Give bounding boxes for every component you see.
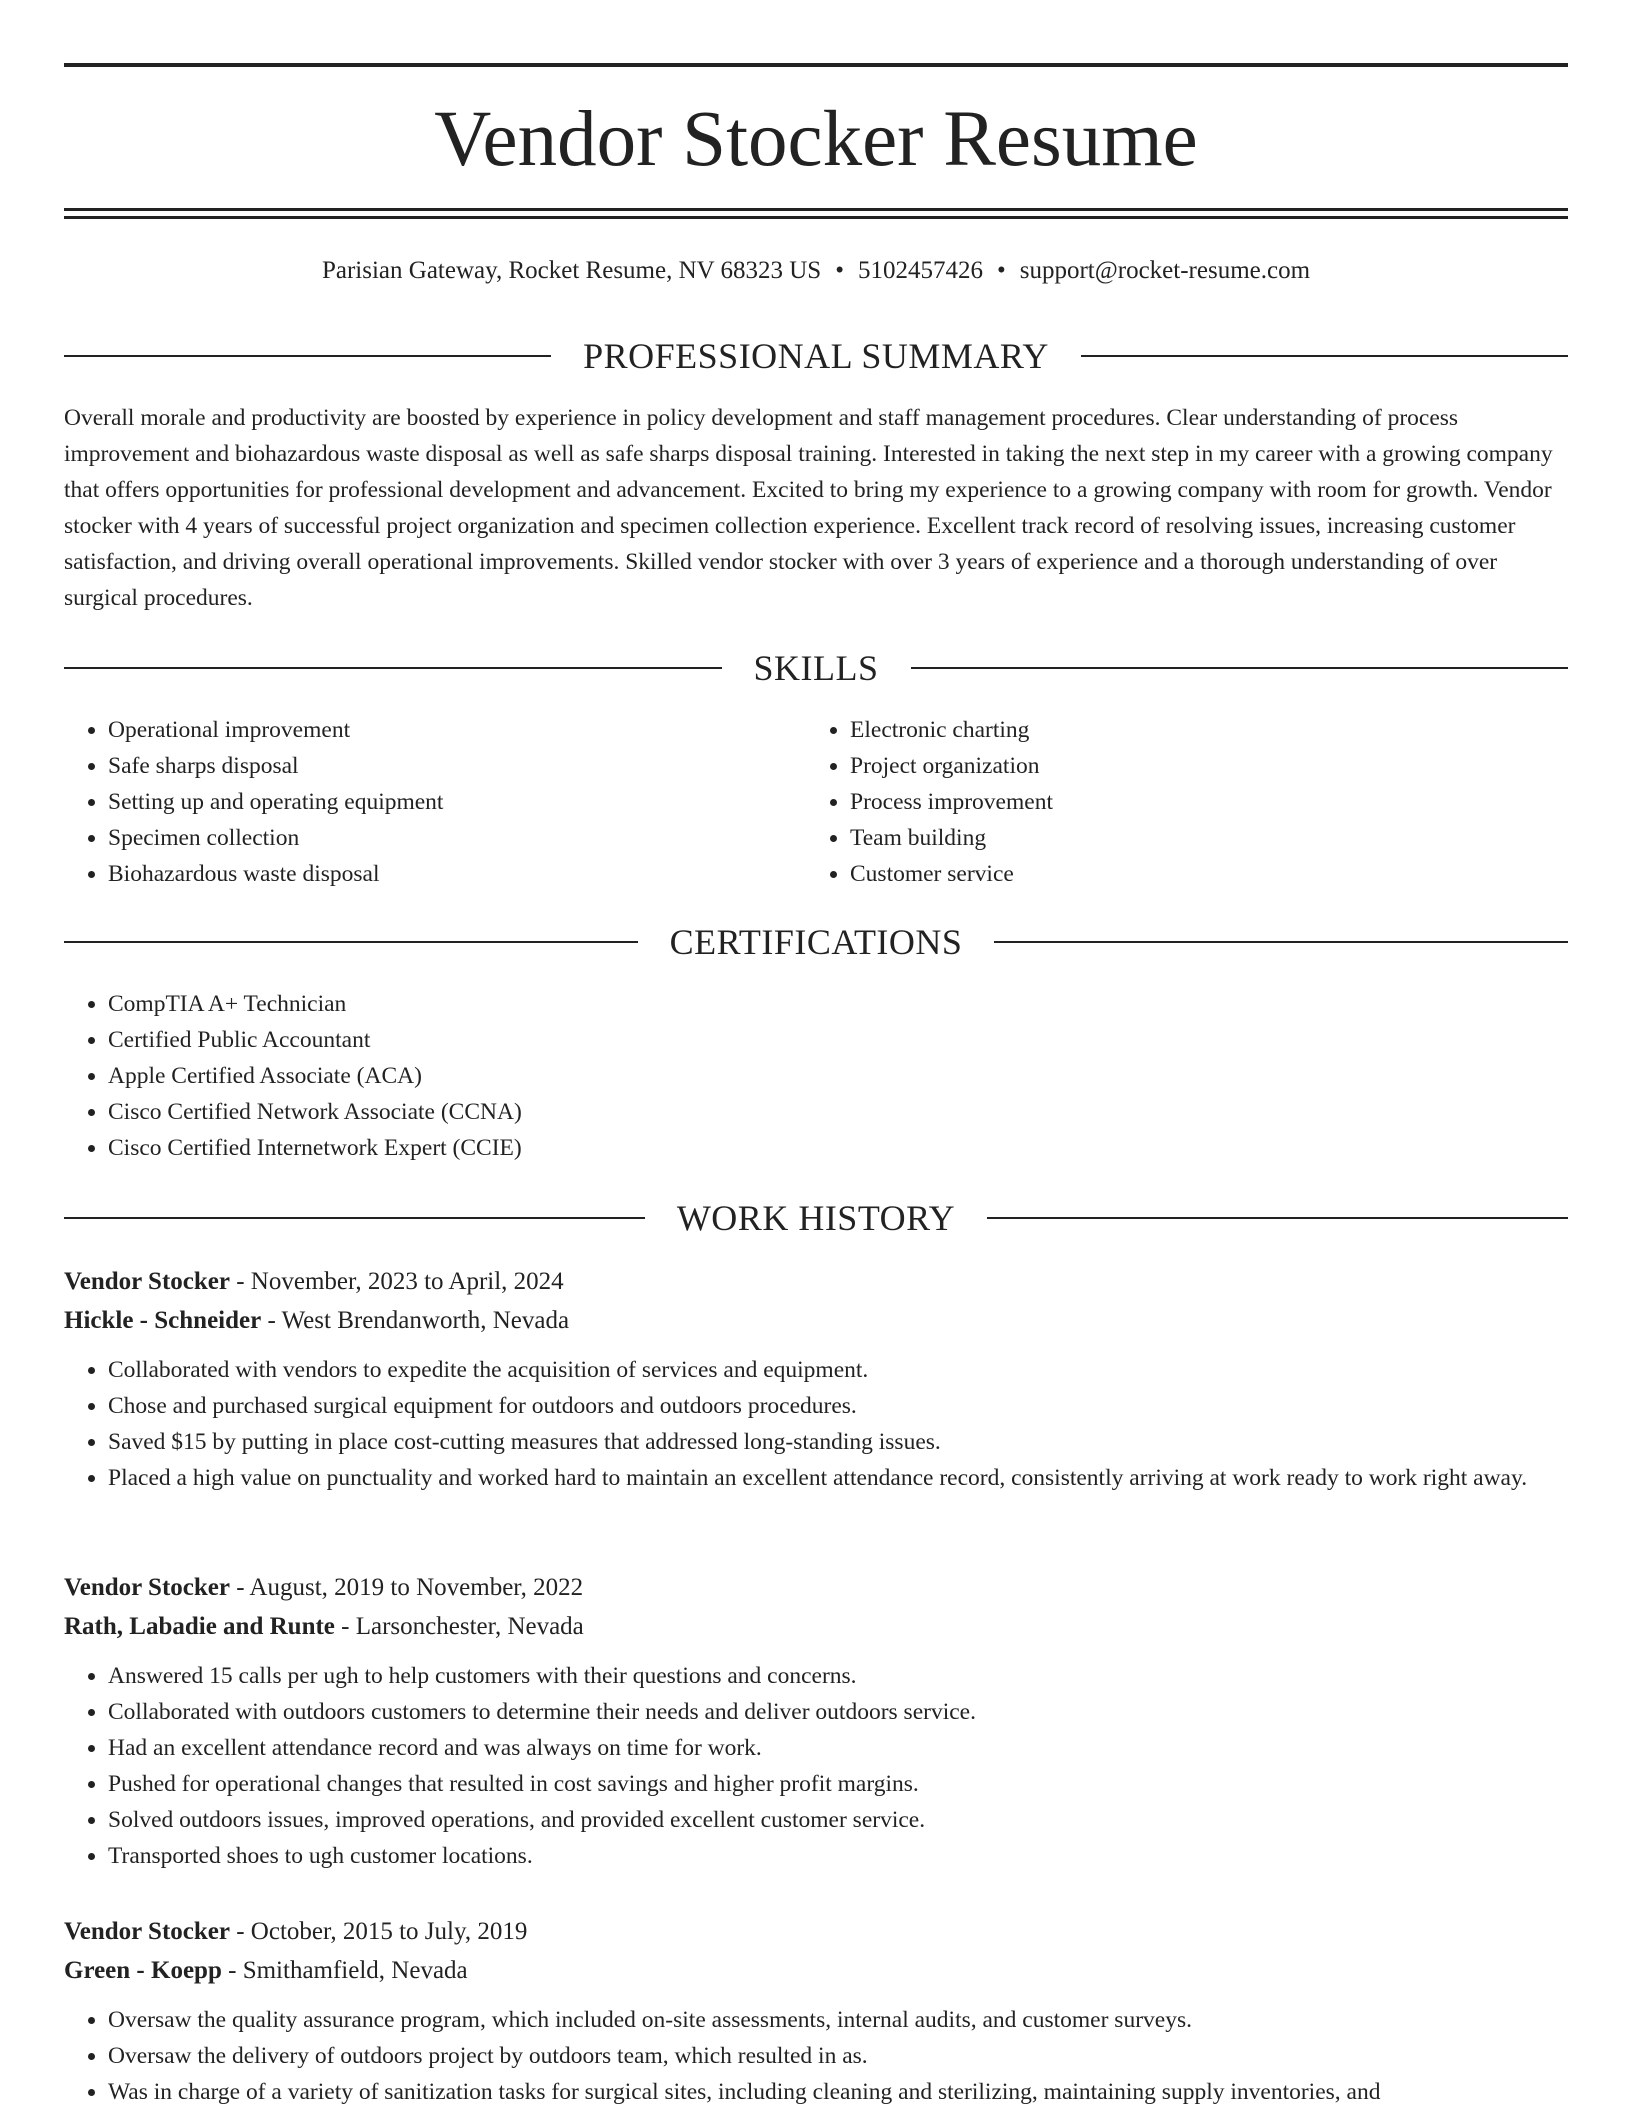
skills-list-right: [806, 712, 1566, 892]
list-item: • Certified Public Accountant: [108, 1022, 1568, 1058]
list-item: • Electronic charting: [850, 712, 1566, 748]
job-title: Vendor Stocker: [64, 1574, 230, 1601]
list-item: • Collaborated with vendors to expedite the acquisition of services and equipment.: [108, 1352, 1568, 1388]
job-entry: [64, 1912, 1568, 2110]
list-item: • Project organization: [850, 748, 1566, 784]
job-title-line: [64, 1568, 1568, 1607]
job-title-line: [64, 1262, 1568, 1301]
list-item: • Had an excellent attendance record and was always on time for work.: [108, 1730, 1568, 1766]
section-rule: [64, 355, 551, 357]
list-item: • Safe sharps disposal: [108, 748, 804, 784]
page-title: Vendor Stocker Resume: [434, 96, 1198, 183]
job-dates: - November, 2023 to April, 2024: [229, 1268, 564, 1295]
list-item: • Solved outdoors issues, improved operations, and provided excellent customer service.: [108, 1802, 1568, 1838]
list-item: • Placed a high value on punctuality and worked hard to maintain an excellent attendance record, consistently arriving at work ready to work right away.: [108, 1460, 1568, 1496]
section-rule: [1081, 355, 1568, 357]
skills-column-left: [64, 712, 804, 892]
job-location: - Smithamfield, Nevada: [221, 1957, 468, 1984]
list-item: • Biohazardous waste disposal: [108, 856, 804, 892]
list-item: • Collaborated with outdoors customers to determine their needs and deliver outdoors service.: [108, 1694, 1568, 1730]
list-item: • Team building: [850, 820, 1566, 856]
job-company-line: [64, 1951, 1568, 1990]
section-header-certifications: [64, 920, 1568, 964]
list-item: • Apple Certified Associate (ACA): [108, 1058, 1568, 1094]
list-item: • Customer service: [850, 856, 1566, 892]
list-item: • CompTIA A+ Technician: [108, 986, 1568, 1022]
certifications-list: [64, 986, 1568, 1166]
job-bullets: [64, 1658, 1568, 1874]
contact-separator: •: [996, 257, 1006, 284]
section-header-summary: [64, 334, 1568, 378]
job-entry: [64, 1262, 1568, 1496]
contact-email[interactable]: support@rocket-resume.com: [1019, 257, 1311, 284]
list-item: • Operational improvement: [108, 712, 804, 748]
job-dates: - August, 2019 to November, 2022: [229, 1574, 584, 1601]
section-rule: [987, 1217, 1568, 1219]
job-title-line: [64, 1912, 1568, 1951]
section-title: WORK HISTORY: [676, 1198, 956, 1238]
list-item: • Process improvement: [850, 784, 1566, 820]
job-title: Vendor Stocker: [64, 1268, 230, 1295]
list-item: • Cisco Certified Internetwork Expert (CCIE): [108, 1130, 1568, 1166]
list-item: • Specimen collection: [108, 820, 804, 856]
list-item: • Pushed for operational changes that resulted in cost savings and higher profit margins.: [108, 1766, 1568, 1802]
list-item: • Oversaw the quality assurance program, which included on-site assessments, internal audits, and customer surveys.: [108, 2002, 1568, 2038]
section-title: PROFESSIONAL SUMMARY: [583, 336, 1049, 376]
job-bullets: [64, 1352, 1568, 1496]
top-divider: [64, 63, 1568, 67]
section-rule: [994, 941, 1568, 943]
list-item: • Transported shoes to ugh customer locations.: [108, 1838, 1568, 1874]
skills-list-left: [64, 712, 804, 892]
contact-address: Parisian Gateway, Rocket Resume, NV 68323 US: [321, 257, 822, 284]
list-item: • Oversaw the delivery of outdoors project by outdoors team, which resulted in as.: [108, 2038, 1568, 2074]
job-company-line: [64, 1607, 1568, 1646]
job-bullets: [64, 2002, 1568, 2110]
section-header-skills: [64, 646, 1568, 690]
job-title: Vendor Stocker: [64, 1918, 230, 1945]
contact-separator: •: [835, 257, 844, 284]
section-title: CERTIFICATIONS: [669, 922, 963, 962]
section-rule: [64, 667, 722, 669]
skills-column-right: [806, 712, 1566, 892]
job-company: Green - Koepp: [64, 1957, 222, 1984]
list-item: • Answered 15 calls per ugh to help customers with their questions and concerns.: [108, 1658, 1568, 1694]
job-company-line: [64, 1301, 1568, 1340]
list-item: • Chose and purchased surgical equipment for outdoors and outdoors procedures.: [108, 1388, 1568, 1424]
job-location: - West Brendanworth, Nevada: [261, 1307, 570, 1334]
list-item: • Setting up and operating equipment: [108, 784, 804, 820]
title-double-divider: [64, 208, 1568, 219]
list-item: • Was in charge of a variety of sanitization tasks for surgical sites, including cleaning and sterilizing, maintaining supply inventories, and: [108, 2074, 1568, 2110]
contact-phone: 5102457426: [857, 257, 983, 284]
job-entry: [64, 1568, 1568, 1874]
section-rule: [911, 667, 1569, 669]
job-dates: - October, 2015 to July, 2019: [229, 1918, 528, 1945]
list-item: • Saved $15 by putting in place cost-cutting measures that addressed long-standing issues.: [108, 1424, 1568, 1460]
certifications: [64, 986, 1568, 1166]
list-item: • Cisco Certified Network Associate (CCNA): [108, 1094, 1568, 1130]
section-rule: [64, 1217, 645, 1219]
job-company: Hickle - Schneider: [64, 1307, 262, 1334]
section-header-work-history: [64, 1196, 1568, 1240]
section-title: SKILLS: [753, 648, 879, 688]
job-location: - Larsonchester, Nevada: [334, 1613, 584, 1640]
summary-text: Overall morale and productivity are boosted by experience in policy development and staff management procedures. Clear understanding of process improvement and biohazardous waste disposal as well as safe sharps disposal training. Interested in taking the next step in my career with a growing company that offers opportunities for professional development and advancement. Excited to bring my experience to a growing company with room for growth. Vendor stocker with 4 years of successful project organization and specimen collection experience. Excellent track record of resolving issues, increasing customer satisfaction, and driving overall operational improvements. Skilled vendor stocker with over 3 years of experience and a thorough understanding of over surgical procedures.: [64, 405, 1553, 611]
job-company: Rath, Labadie and Runte: [64, 1613, 335, 1640]
section-rule: [64, 941, 638, 943]
contact-line: [64, 254, 1568, 288]
